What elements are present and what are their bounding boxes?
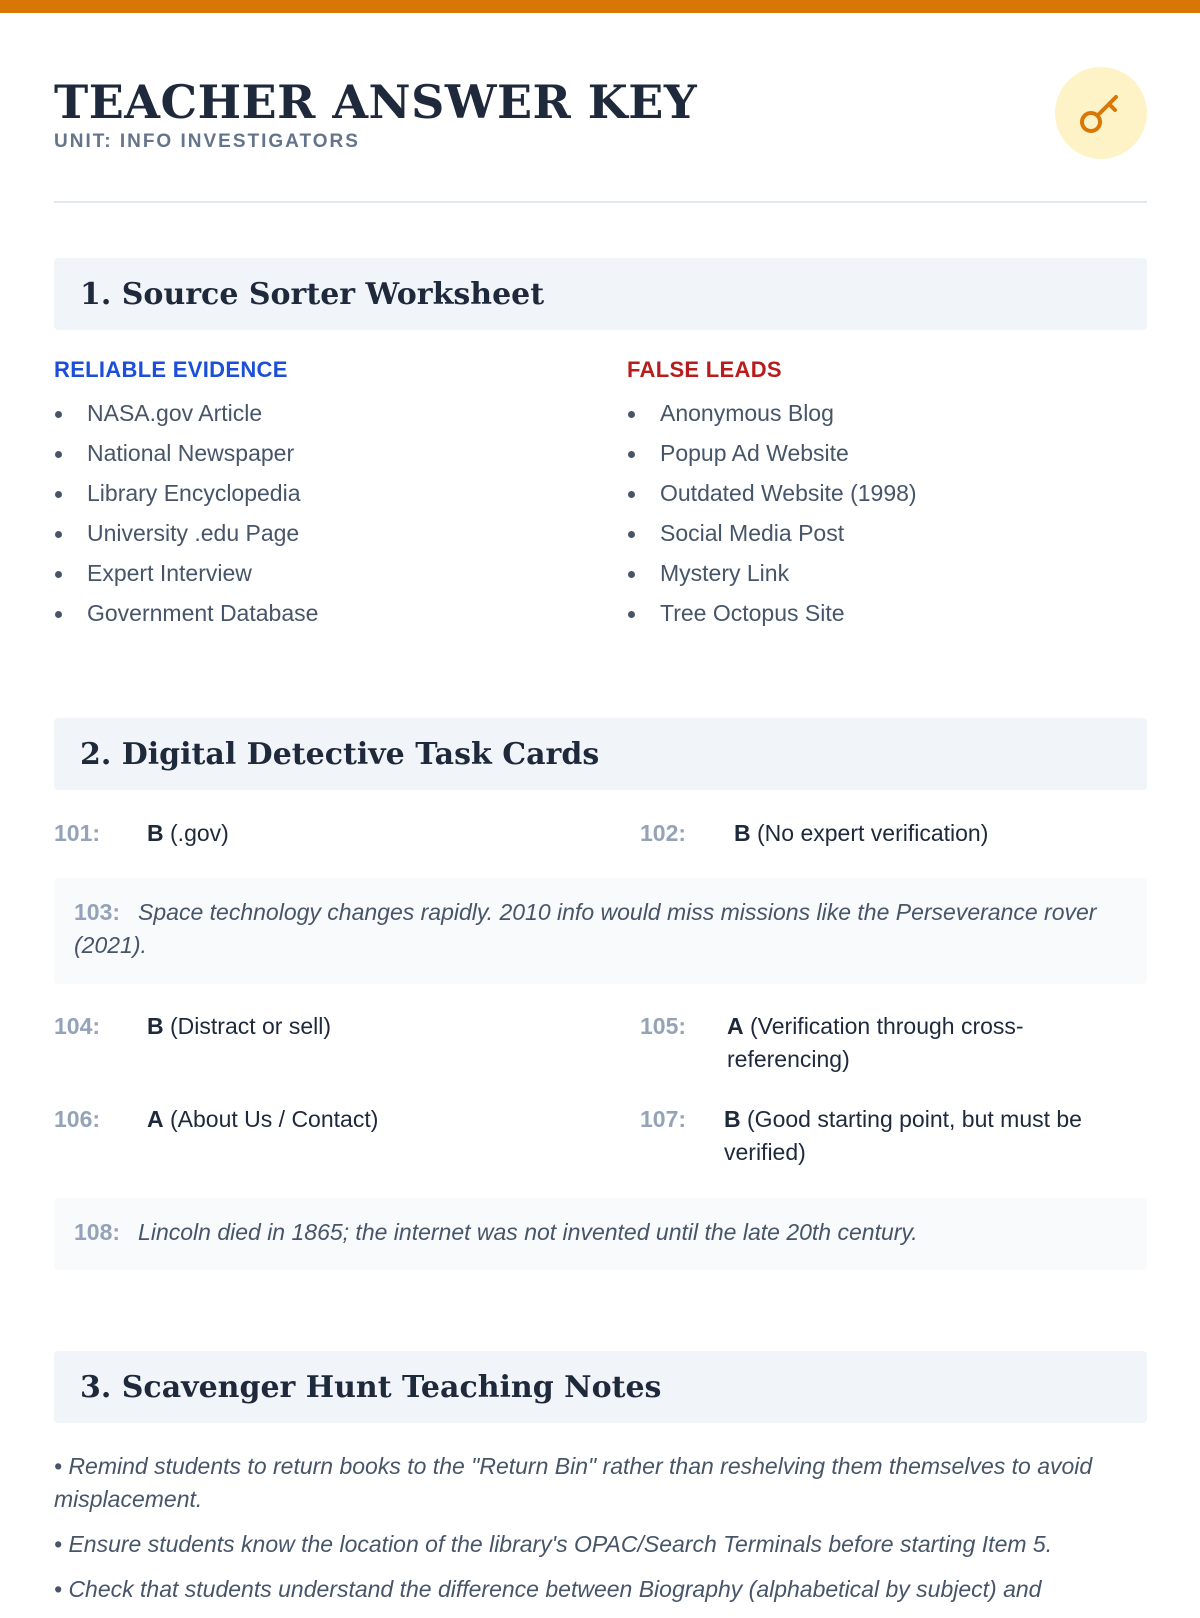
answer-104 bbox=[54, 1010, 574, 1044]
answer-key-page bbox=[54, 0, 1147, 1602]
section-scavenger-hunt bbox=[54, 1351, 1147, 1423]
list-item: National Newspaper bbox=[54, 441, 574, 481]
key-icon bbox=[1076, 88, 1126, 138]
answer-102 bbox=[640, 817, 1147, 851]
answer-explanation: Space technology changes rapidly. 2010 info would miss missions like the Perseverance rover (2021). bbox=[74, 899, 1097, 958]
page-title: TEACHER ANSWER KEY bbox=[54, 75, 698, 129]
reliable-list bbox=[54, 401, 574, 641]
section-title: 3. Scavenger Hunt Teaching Notes bbox=[80, 1369, 662, 1405]
answer-number: 107: bbox=[640, 1106, 687, 1132]
answer-108 bbox=[54, 1198, 1147, 1270]
list-item: Outdated Website (1998) bbox=[627, 481, 1147, 521]
unit-subtitle: UNIT: INFO INVESTIGATORS bbox=[54, 131, 360, 152]
answer-number: 103: bbox=[74, 899, 121, 925]
false-leads-list bbox=[627, 401, 1147, 641]
answer-text bbox=[724, 1103, 1124, 1169]
answer-letter: A bbox=[147, 1106, 164, 1132]
answer-101 bbox=[54, 817, 574, 851]
answer-letter: B bbox=[147, 820, 164, 846]
answer-number: 101: bbox=[54, 820, 101, 846]
false-leads-column bbox=[627, 357, 1147, 641]
list-item: Expert Interview bbox=[54, 561, 574, 601]
answer-text bbox=[147, 1103, 378, 1136]
answer-text bbox=[734, 817, 988, 850]
answer-text bbox=[727, 1010, 1087, 1076]
list-item: Library Encyclopedia bbox=[54, 481, 574, 521]
key-badge bbox=[1055, 67, 1147, 159]
section-title: 2. Digital Detective Task Cards bbox=[80, 736, 600, 772]
answer-detail: (About Us / Contact) bbox=[163, 1106, 379, 1132]
teaching-note: • Check that students understand the difference between Biography (alphabetical by subject) and bbox=[54, 1576, 1042, 1602]
answer-105 bbox=[640, 1010, 1147, 1078]
list-item: Mystery Link bbox=[627, 561, 1147, 601]
teaching-notes bbox=[54, 1450, 1147, 1618]
list-item: Tree Octopus Site bbox=[627, 601, 1147, 641]
answer-103 bbox=[54, 878, 1147, 984]
answer-detail: (No expert verification) bbox=[750, 820, 989, 846]
answer-letter: B bbox=[734, 820, 751, 846]
reliable-heading: RELIABLE EVIDENCE bbox=[54, 357, 288, 382]
list-item: Popup Ad Website bbox=[627, 441, 1147, 481]
answer-107 bbox=[640, 1103, 1147, 1171]
teaching-note: • Ensure students know the location of the library's OPAC/Search Terminals before starting Item 5. bbox=[54, 1531, 1053, 1557]
answer-explanation: Lincoln died in 1865; the internet was not invented until the late 20th century. bbox=[138, 1219, 918, 1245]
answer-letter: A bbox=[727, 1013, 744, 1039]
page-header bbox=[54, 0, 1147, 203]
answer-number: 102: bbox=[640, 820, 687, 846]
answer-number: 104: bbox=[54, 1013, 101, 1039]
reliable-evidence-column bbox=[54, 357, 574, 641]
answer-detail: (Verification through cross-referencing) bbox=[727, 1013, 1024, 1072]
list-item: University .edu Page bbox=[54, 521, 574, 561]
answer-letter: B bbox=[724, 1106, 741, 1132]
answer-106 bbox=[54, 1103, 574, 1137]
section-title: 1. Source Sorter Worksheet bbox=[80, 276, 545, 312]
answer-letter: B bbox=[147, 1013, 164, 1039]
section-source-sorter bbox=[54, 258, 1147, 330]
teaching-note: • Remind students to return books to the "Return Bin" rather than reshelving them themselves to avoid misplacement. bbox=[54, 1453, 1093, 1512]
list-item: Anonymous Blog bbox=[627, 401, 1147, 441]
answer-number: 105: bbox=[640, 1013, 687, 1039]
answer-text bbox=[147, 1010, 331, 1043]
list-item: Government Database bbox=[54, 601, 574, 641]
answer-detail: (Distract or sell) bbox=[163, 1013, 332, 1039]
answer-detail: (Good starting point, but must be verified) bbox=[724, 1106, 1082, 1165]
list-item: NASA.gov Article bbox=[54, 401, 574, 441]
answer-number: 106: bbox=[54, 1106, 101, 1132]
list-item: Social Media Post bbox=[627, 521, 1147, 561]
answer-number: 108: bbox=[74, 1219, 121, 1245]
answer-detail: (.gov) bbox=[163, 820, 229, 846]
section-task-cards bbox=[54, 718, 1147, 790]
answer-text bbox=[147, 817, 229, 850]
false-leads-heading: FALSE LEADS bbox=[627, 357, 782, 382]
